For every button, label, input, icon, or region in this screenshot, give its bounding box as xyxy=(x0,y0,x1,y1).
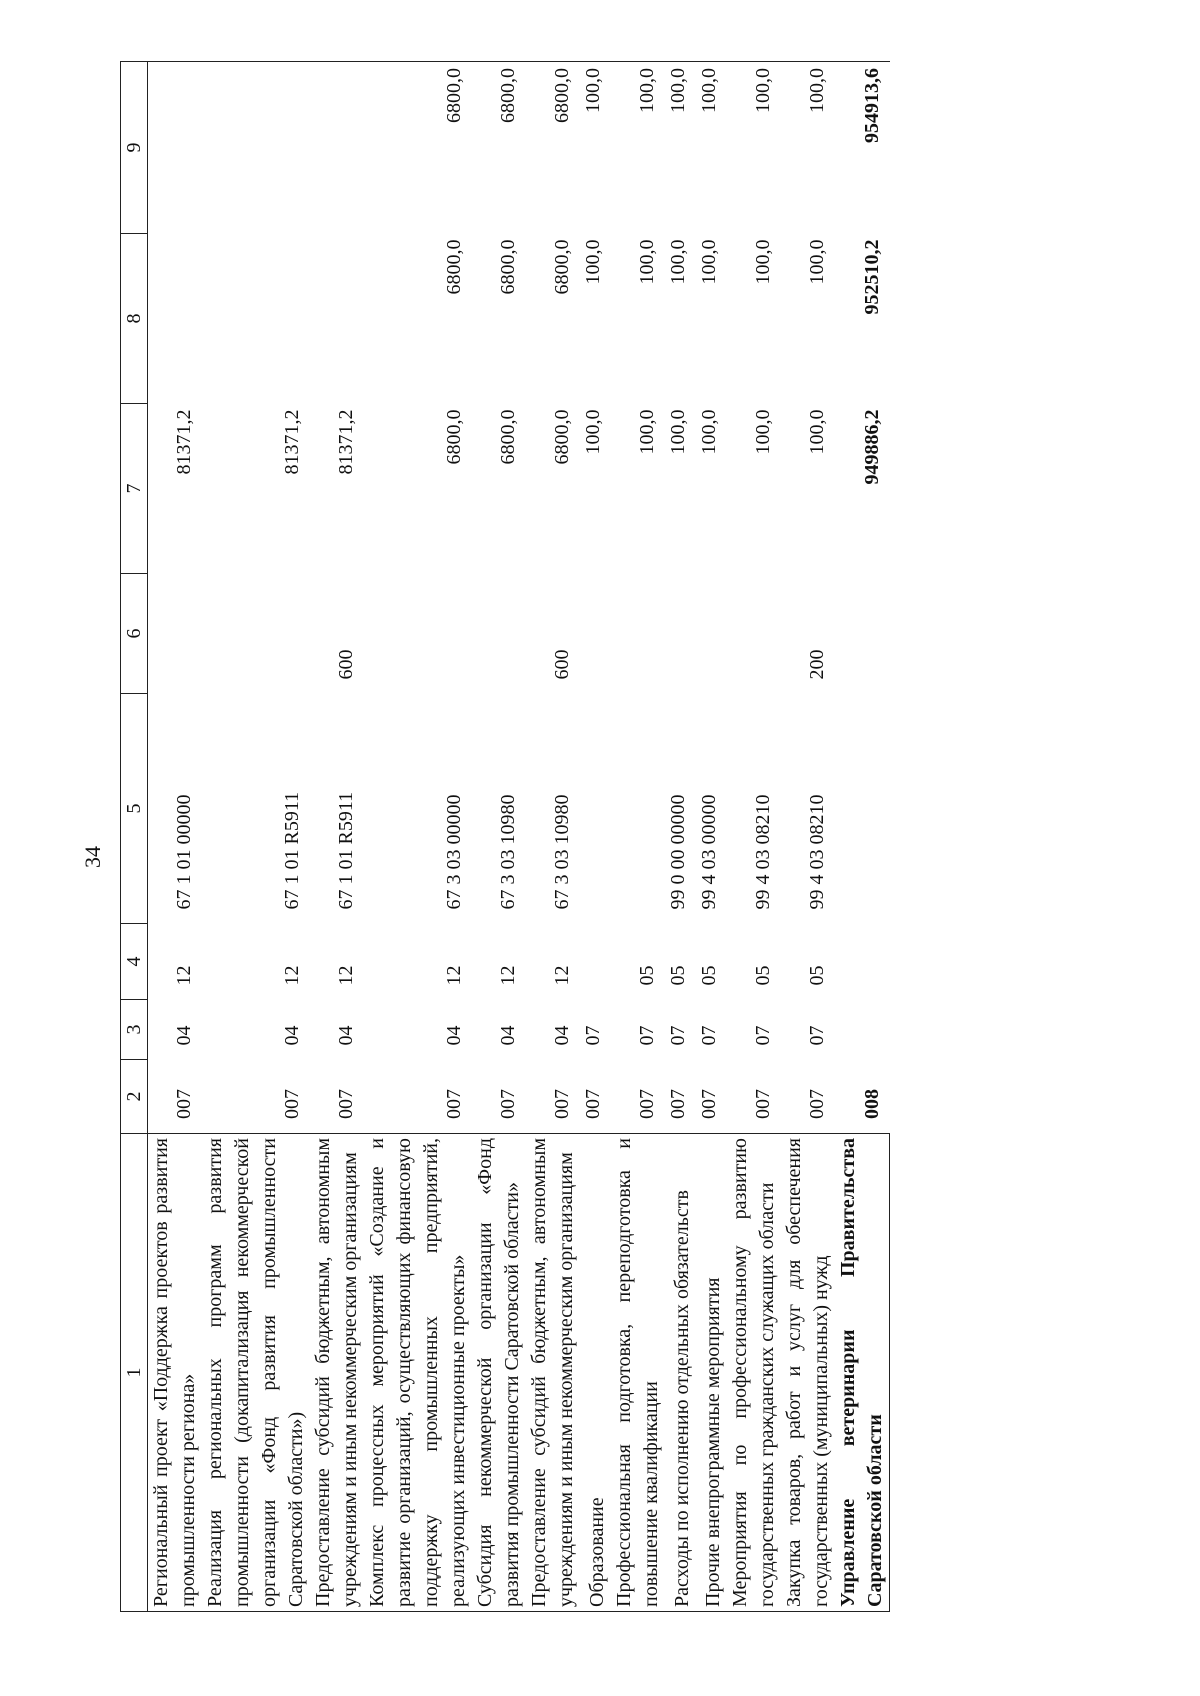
cell-target-article: 99 4 03 08210 xyxy=(806,794,828,910)
table-row xyxy=(665,62,696,1612)
cell-subsection: 12 xyxy=(281,965,303,986)
cell-amount-3 xyxy=(202,62,310,234)
cell-amount-2: 100,0 xyxy=(752,239,774,285)
cell-expense-type xyxy=(580,574,611,694)
column-header: 7 xyxy=(121,404,148,574)
cell-expense-type xyxy=(472,574,526,694)
cell-description: Предоставление субсидий бюджетным, автономным учреждениям и иным некоммерческим организациям xyxy=(526,1134,580,1612)
cell-target-article: 99 4 03 00000 xyxy=(698,794,720,910)
cell-expense-type: 600 xyxy=(551,649,573,680)
cell-admin-code: 007 xyxy=(636,1089,658,1119)
header-row xyxy=(121,62,148,1612)
column-header: 6 xyxy=(121,574,148,694)
cell-amount-2: 100,0 xyxy=(582,239,604,285)
cell-admin-code: 008 xyxy=(860,1089,883,1119)
column-header: 8 xyxy=(121,234,148,404)
cell-section: 07 xyxy=(667,1025,689,1046)
cell-section xyxy=(835,1000,890,1060)
cell-amount-2: 100,0 xyxy=(636,239,658,285)
cell-section: 04 xyxy=(497,1025,519,1046)
cell-description: Региональный проект «Поддержка проектов развития промышленности региона» xyxy=(148,1134,203,1612)
table-row xyxy=(696,62,727,1612)
cell-target-article xyxy=(611,694,665,924)
cell-expense-type xyxy=(696,574,727,694)
cell-amount-2: 6800,0 xyxy=(443,239,465,295)
cell-expense-type xyxy=(202,574,310,694)
cell-amount-1: 81371,2 xyxy=(281,409,303,475)
cell-amount-3: 100,0 xyxy=(781,62,835,234)
cell-amount-3: 100,0 xyxy=(611,62,665,234)
cell-expense-type xyxy=(727,574,781,694)
cell-amount-3: 6800,0 xyxy=(526,62,580,234)
column-header: 9 xyxy=(121,62,148,234)
cell-admin-code: 007 xyxy=(752,1089,774,1119)
cell-amount-2: 952510,2 xyxy=(860,239,883,315)
cell-amount-1: 6800,0 xyxy=(497,409,519,465)
cell-target-article: 67 3 03 00000 xyxy=(443,794,465,910)
cell-target-article: 67 1 01 R5911 xyxy=(281,791,303,910)
table-row xyxy=(727,62,781,1612)
cell-amount-3: 100,0 xyxy=(696,62,727,234)
cell-section: 07 xyxy=(806,1025,828,1046)
cell-description: Реализация региональных программ развития промышленности (докапитализация некоммерческой организации «Фонд развития промышленности Саратовской области») xyxy=(202,1134,310,1612)
cell-section: 04 xyxy=(551,1025,573,1046)
cell-section: 04 xyxy=(173,1025,195,1046)
cell-section: 04 xyxy=(443,1025,465,1046)
cell-amount-3: 6800,0 xyxy=(364,62,472,234)
table-body xyxy=(148,62,890,1612)
cell-target-article: 99 0 00 00000 xyxy=(667,794,689,910)
cell-expense-type xyxy=(148,574,203,694)
cell-section: 07 xyxy=(636,1025,658,1046)
column-header: 1 xyxy=(121,1134,148,1612)
cell-subsection: 12 xyxy=(173,965,195,986)
cell-admin-code: 007 xyxy=(667,1089,689,1119)
cell-amount-1: 81371,2 xyxy=(335,409,357,475)
column-header: 2 xyxy=(121,1060,148,1134)
table-row xyxy=(835,62,890,1612)
page-number: 34 xyxy=(80,846,105,868)
cell-subsection xyxy=(580,924,611,1000)
cell-description: Образование xyxy=(580,1134,611,1612)
cell-amount-3: 100,0 xyxy=(580,62,611,234)
cell-amount-2: 100,0 xyxy=(806,239,828,285)
cell-admin-code: 007 xyxy=(281,1089,303,1119)
table-row xyxy=(472,62,526,1612)
cell-amount-1: 6800,0 xyxy=(443,409,465,465)
cell-admin-code: 007 xyxy=(497,1089,519,1119)
table-row xyxy=(202,62,310,1612)
cell-amount-3 xyxy=(148,62,203,234)
cell-subsection: 05 xyxy=(636,965,658,986)
cell-amount-2: 6800,0 xyxy=(497,239,519,295)
cell-subsection xyxy=(835,924,890,1000)
cell-subsection: 12 xyxy=(335,965,357,986)
cell-amount-2 xyxy=(148,234,203,404)
cell-subsection: 12 xyxy=(551,965,573,986)
cell-amount-1: 81371,2 xyxy=(173,409,195,475)
cell-target-article: 99 4 03 08210 xyxy=(752,794,774,910)
table-header xyxy=(121,62,148,1612)
cell-amount-3: 954913,6 xyxy=(835,62,890,234)
cell-description: Профессиональная подготовка, переподготовка и повышение квалификации xyxy=(611,1134,665,1612)
cell-amount-2 xyxy=(310,234,364,404)
cell-expense-type xyxy=(665,574,696,694)
cell-admin-code: 007 xyxy=(698,1089,720,1119)
column-header: 5 xyxy=(121,694,148,924)
cell-section: 07 xyxy=(698,1025,720,1046)
cell-amount-1: 100,0 xyxy=(667,409,689,455)
cell-target-article xyxy=(580,694,611,924)
cell-amount-1: 100,0 xyxy=(806,409,828,455)
cell-section: 07 xyxy=(582,1025,604,1046)
cell-section: 04 xyxy=(335,1025,357,1046)
cell-target-article: 67 1 01 R5911 xyxy=(335,791,357,910)
cell-amount-1: 100,0 xyxy=(636,409,658,455)
cell-amount-1: 100,0 xyxy=(698,409,720,455)
cell-amount-3: 6800,0 xyxy=(472,62,526,234)
cell-section: 07 xyxy=(752,1025,774,1046)
cell-description: Прочие внепрограммные мероприятия xyxy=(696,1134,727,1612)
column-header: 4 xyxy=(121,924,148,1000)
cell-amount-1: 100,0 xyxy=(752,409,774,455)
cell-admin-code: 007 xyxy=(173,1089,195,1119)
cell-subsection: 05 xyxy=(667,965,689,986)
cell-amount-2: 100,0 xyxy=(698,239,720,285)
table-row xyxy=(580,62,611,1612)
cell-amount-3: 100,0 xyxy=(665,62,696,234)
cell-description: Предоставление субсидий бюджетным, автономным учреждениям и иным некоммерческим организациям xyxy=(310,1134,364,1612)
cell-amount-3: 100,0 xyxy=(727,62,781,234)
cell-target-article xyxy=(835,694,890,924)
table-row xyxy=(364,62,472,1612)
cell-target-article: 67 3 03 10980 xyxy=(551,794,573,910)
cell-section: 04 xyxy=(281,1025,303,1046)
cell-expense-type xyxy=(611,574,665,694)
budget-table xyxy=(120,61,890,1612)
cell-amount-3 xyxy=(310,62,364,234)
cell-description: Закупка товаров, работ и услуг для обеспечения государственных (муниципальных) нужд xyxy=(781,1134,835,1612)
cell-expense-type xyxy=(364,574,472,694)
cell-target-article: 67 3 03 10980 xyxy=(497,794,519,910)
table-row xyxy=(310,62,364,1612)
cell-expense-type: 600 xyxy=(335,649,357,680)
cell-amount-1: 949886,2 xyxy=(860,409,883,485)
cell-subsection: 05 xyxy=(806,965,828,986)
cell-admin-code: 007 xyxy=(335,1089,357,1119)
cell-description: Управление ветеринарии Правительства Саратовской области xyxy=(835,1134,890,1612)
cell-amount-1: 100,0 xyxy=(582,409,604,455)
cell-description: Мероприятия по профессиональному развитию государственных гражданских служащих области xyxy=(727,1134,781,1612)
cell-target-article: 67 1 01 00000 xyxy=(173,794,195,910)
cell-amount-1: 6800,0 xyxy=(551,409,573,465)
cell-expense-type xyxy=(835,574,890,694)
cell-description: Расходы по исполнению отдельных обязательств xyxy=(665,1134,696,1612)
cell-description: Субсидия некоммерческой организации «Фонд развития промышленности Саратовской области» xyxy=(472,1134,526,1612)
cell-admin-code: 007 xyxy=(806,1089,828,1119)
cell-amount-2: 6800,0 xyxy=(551,239,573,295)
cell-admin-code: 007 xyxy=(582,1089,604,1119)
column-header: 3 xyxy=(121,1000,148,1060)
cell-subsection: 05 xyxy=(752,965,774,986)
cell-amount-2 xyxy=(202,234,310,404)
cell-expense-type: 200 xyxy=(806,649,828,680)
cell-description: Комплекс процессных мероприятий «Создание и развитие организаций, осуществляющих финансовую поддержку промышленных предприятий, реализующих инвестиционные проекты» xyxy=(364,1134,472,1612)
table-row xyxy=(526,62,580,1612)
cell-subsection: 12 xyxy=(443,965,465,986)
cell-subsection: 12 xyxy=(497,965,519,986)
table-row xyxy=(611,62,665,1612)
cell-amount-2: 100,0 xyxy=(667,239,689,285)
table-row xyxy=(148,62,203,1612)
cell-admin-code: 007 xyxy=(443,1089,465,1119)
cell-admin-code: 007 xyxy=(551,1089,573,1119)
table-row xyxy=(781,62,835,1612)
cell-subsection: 05 xyxy=(698,965,720,986)
